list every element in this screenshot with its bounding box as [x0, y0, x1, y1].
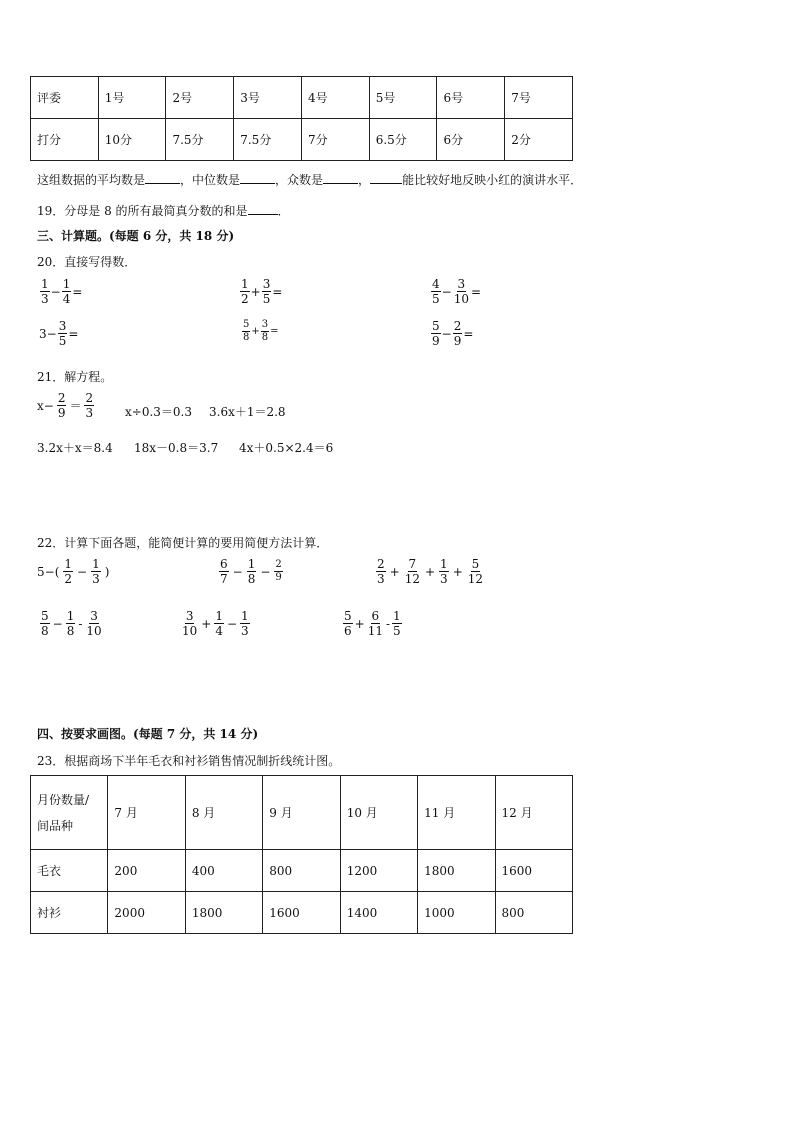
expression: $\frac{4}{5}$ − $\frac{3}{10}$ =: [432, 277, 482, 306]
question-22: 22．计算下面各题，能简便计算的要用简便方法计算．: [37, 536, 329, 550]
table-cell: 7.5分: [234, 119, 302, 161]
table-cell: 800: [263, 850, 340, 892]
table-cell: 4号: [302, 77, 370, 119]
table-cell: 评委: [31, 77, 99, 119]
question-20: 20．直接写得数．: [37, 255, 137, 269]
equation: 3.2x＋x＝8.4: [37, 441, 113, 455]
table-cell: 1000: [418, 892, 495, 934]
question-23: 23．根据商场下半年毛衣和衬衫销售情况制折线统计图。: [37, 754, 341, 768]
table-row: [31, 850, 573, 892]
answer-blank[interactable]: [370, 183, 402, 184]
sales-table: [30, 775, 573, 934]
expression: 3− $\frac{3}{5}$ =: [39, 319, 79, 348]
answer-blank[interactable]: [323, 183, 358, 184]
table-header-cell: 12 月: [495, 776, 572, 850]
table-cell: 200: [108, 850, 185, 892]
equation: 4x＋0.5×2.4＝6: [239, 441, 334, 455]
table-row: [31, 892, 573, 934]
table-cell: 1600: [263, 892, 340, 934]
equation: x− $\frac{2}{9}$ ＝ $\frac{2}{3}$: [37, 391, 94, 420]
table-cell: 7号: [505, 77, 573, 119]
table-cell: 3号: [234, 77, 302, 119]
table-header-cell: 8 月: [185, 776, 262, 850]
table-cell: 7分: [302, 119, 370, 161]
expression: 5−( $\frac{1}{2}$ − $\frac{1}{3}$ ): [37, 557, 110, 586]
table-cell: 1200: [340, 850, 417, 892]
equation: 3.6x＋1＝2.8: [209, 405, 286, 419]
table-row: [31, 119, 573, 161]
table-cell: 1400: [340, 892, 417, 934]
table-cell: 2号: [166, 77, 234, 119]
answer-blank[interactable]: [145, 183, 180, 184]
table-cell: 10分: [98, 119, 166, 161]
answer-blank[interactable]: [248, 214, 278, 215]
expression: $\frac{2}{3}$ + $\frac{7}{12}$ + $\frac{1}{3}$ + $\frac{5}{12}$: [377, 557, 484, 586]
table-header-cell: 11 月: [418, 776, 495, 850]
table-cell: 1600: [495, 850, 572, 892]
expression: $\frac{5}{8}$ + $\frac{3}{8}$ =: [243, 319, 279, 343]
expression: $\frac{3}{10}$ + $\frac{1}{4}$ − $\frac{1}{3}$: [182, 609, 249, 638]
table-cell: 7.5分: [166, 119, 234, 161]
judges-table: [30, 76, 573, 161]
table-header-cell: 10 月: [340, 776, 417, 850]
expression: $\frac{5}{9}$ − $\frac{2}{9}$ =: [432, 319, 474, 348]
equation: x÷0.3＝0.3: [125, 405, 192, 419]
question-21: 21．解方程。: [37, 370, 113, 384]
table-cell: 衬衫: [31, 892, 108, 934]
table-cell: 1800: [418, 850, 495, 892]
table-row: [31, 776, 573, 850]
table-header-cell: 7 月: [108, 776, 185, 850]
section-heading: 三、计算题。(每题 6 分，共 18 分): [37, 229, 235, 243]
equation: 18x－0.8＝3.7: [134, 441, 219, 455]
table-cell: 1800: [185, 892, 262, 934]
table-header-cell: 9 月: [263, 776, 340, 850]
table-cell: 6号: [437, 77, 505, 119]
table-cell: 毛衣: [31, 850, 108, 892]
expression: $\frac{1}{3}$ − $\frac{1}{4}$ =: [41, 277, 83, 306]
table-cell: 5号: [369, 77, 437, 119]
table-cell: 6分: [437, 119, 505, 161]
section-heading: 四、按要求画图。(每题 7 分，共 14 分): [37, 727, 259, 741]
table-cell: 800: [495, 892, 572, 934]
expression: $\frac{5}{8}$ − $\frac{1}{8}$ - $\frac{3}{10}$: [41, 609, 102, 638]
expression: $\frac{6}{7}$ − $\frac{1}{8}$ − $\frac{2}{9}$: [220, 557, 282, 586]
answer-blank[interactable]: [240, 183, 275, 184]
q18-statement: 这组数据的平均数是 ，中位数是 ，众数是 ， 能比较好地反映小红的演讲水平．: [37, 173, 583, 187]
table-cell: 1号: [98, 77, 166, 119]
table-header-cell: 月份数量/ 间品种: [31, 776, 108, 850]
table-cell: 打分: [31, 119, 99, 161]
expression: $\frac{5}{6}$ + $\frac{6}{11}$ - $\frac{1}{5}$: [344, 609, 401, 638]
table-cell: 2分: [505, 119, 573, 161]
expression: $\frac{1}{2}$ + $\frac{3}{5}$ =: [241, 277, 283, 306]
table-cell: 400: [185, 850, 262, 892]
question-19: 19．分母是 8 的所有最简真分数的和是 ．: [37, 204, 290, 218]
table-row: [31, 77, 573, 119]
table-cell: 2000: [108, 892, 185, 934]
table-cell: 6.5分: [369, 119, 437, 161]
